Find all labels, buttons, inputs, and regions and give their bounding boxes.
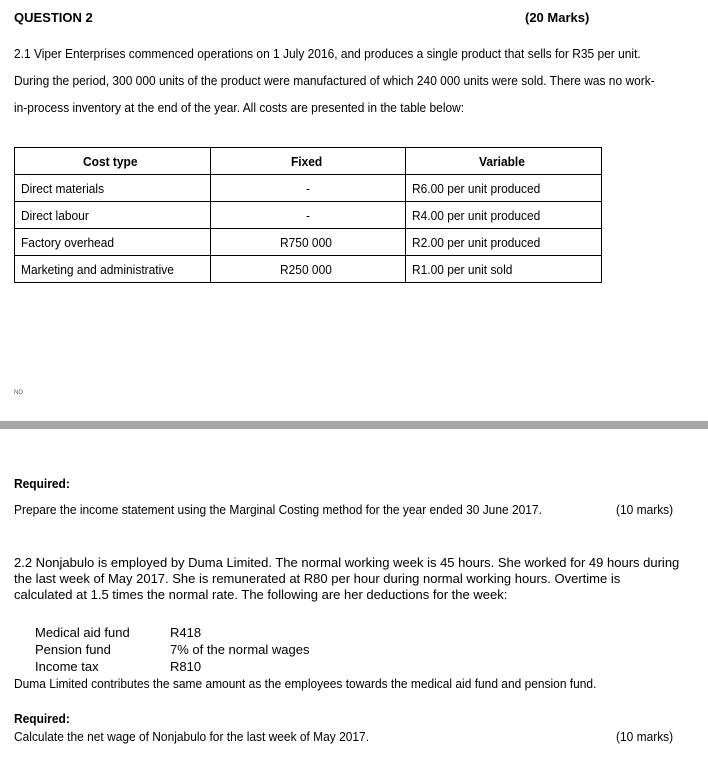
header-fixed: Fixed bbox=[210, 148, 405, 175]
intro-line-1: 2.1 Viper Enterprises commenced operations on 1 July 2016, and produces a single product that sells for R35 per unit. bbox=[14, 46, 641, 61]
deduction-label: Income tax bbox=[35, 659, 99, 674]
cell-cost-type: Factory overhead bbox=[15, 229, 211, 256]
deduction-value: R418 bbox=[170, 625, 202, 640]
cell-variable: R1.00 per unit sold bbox=[406, 256, 602, 283]
cell-fixed: - bbox=[210, 175, 405, 202]
table-header-row bbox=[15, 148, 602, 175]
table-row bbox=[15, 229, 602, 256]
required-text-2: Calculate the net wage of Nonjabulo for the last week of May 2017. bbox=[14, 729, 370, 744]
question-2-2-paragraph: 2.2 Nonjabulo is employed by Duma Limited. The normal working week is 45 hours. She worked for 49 hours during the last week of May 2017. She is remunerated at R80 per hour during normal working hours. Overtime is calculated at 1.5 times the normal rate. The following are her deductions for the week: bbox=[14, 555, 680, 602]
required-marks-2: (10 marks) bbox=[615, 729, 674, 744]
cell-variable: R2.00 per unit produced bbox=[406, 229, 602, 256]
cell-fixed: R750 000 bbox=[210, 229, 405, 256]
header-cost-type: Cost type bbox=[15, 148, 211, 175]
deduction-value: 7% of the normal wages bbox=[170, 642, 310, 657]
cell-cost-type: Marketing and administrative bbox=[15, 256, 211, 283]
table-row bbox=[15, 256, 602, 283]
deduction-value: R810 bbox=[170, 659, 202, 674]
header-variable: Variable bbox=[406, 148, 602, 175]
intro-line-2: During the period, 300 000 units of the product were manufactured of which 240 000 units were sold. There was no work- bbox=[14, 73, 655, 88]
deduction-label: Pension fund bbox=[35, 642, 111, 657]
cell-cost-type: Direct labour bbox=[15, 202, 211, 229]
cell-variable: R4.00 per unit produced bbox=[406, 202, 602, 229]
question-title: QUESTION 2 bbox=[14, 10, 93, 25]
table-row bbox=[15, 175, 602, 202]
table-row bbox=[15, 202, 602, 229]
deduction-label: Medical aid fund bbox=[35, 625, 130, 640]
cell-fixed: - bbox=[210, 202, 405, 229]
required-label-1: Required: bbox=[14, 476, 70, 491]
required-label-2: Required: bbox=[14, 711, 70, 726]
cell-variable: R6.00 per unit produced bbox=[406, 175, 602, 202]
required-marks-1: (10 marks) bbox=[615, 502, 674, 517]
intro-line-3: in-process inventory at the end of the year. All costs are presented in the table below: bbox=[14, 100, 465, 115]
question-total-marks: (20 Marks) bbox=[525, 10, 590, 25]
page-divider bbox=[0, 421, 708, 429]
cost-table bbox=[14, 147, 602, 283]
page-note: NO bbox=[14, 390, 23, 396]
contribution-note: Duma Limited contributes the same amount as the employees towards the medical aid fund and pension fund. bbox=[14, 676, 597, 691]
cell-cost-type: Direct materials bbox=[15, 175, 211, 202]
cell-fixed: R250 000 bbox=[210, 256, 405, 283]
required-text-1: Prepare the income statement using the Marginal Costing method for the year ended 30 June 2017. bbox=[14, 502, 542, 517]
